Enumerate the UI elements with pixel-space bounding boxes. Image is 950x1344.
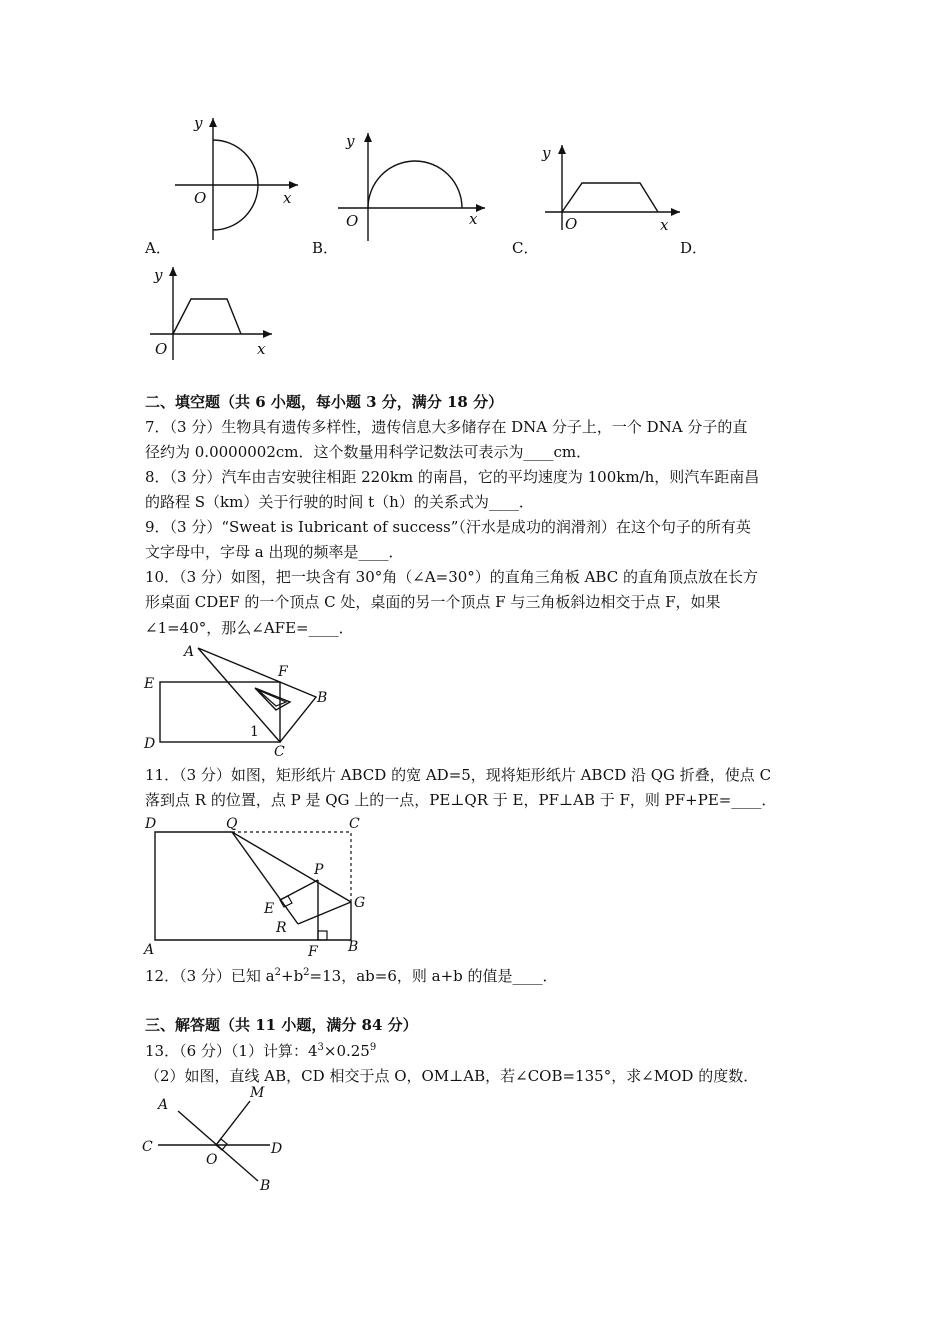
q11-label-c: C [349, 816, 360, 832]
q13-label-a: A [158, 1097, 169, 1113]
q11-label-b: B [348, 939, 359, 955]
q13-figure [140, 1085, 300, 1195]
q13-label-c: C [142, 1139, 153, 1155]
q13-label-m: M [250, 1085, 265, 1101]
q13-label-d: D [271, 1141, 283, 1157]
q12-mid: +b [281, 967, 304, 985]
q13-sup2: 9 [369, 1042, 377, 1053]
option-a-label: A． [145, 239, 171, 257]
q8-line1: 8．（3 分）汽车由吉安驶往相距 220km 的南昌，它的平均速度为 100km/h，则汽车距南昌 [145, 468, 760, 486]
q12-post: =13，ab=6，则 a+b 的值是____． [309, 967, 558, 985]
q11-label-r: R [276, 920, 287, 936]
q9-line1: 9．（3 分）“Sweat is Iubricant of success”（汗水是成功的润滑剂）在这个句子的所有英 [145, 518, 751, 536]
question-12 [145, 964, 558, 988]
q11-label-g: G [354, 895, 366, 911]
q11-label-a: A [144, 942, 155, 958]
graph-b-x: x [469, 210, 478, 228]
graph-d-y: y [154, 266, 163, 284]
q13-sup1: 3 [317, 1042, 324, 1053]
option-d-label: D． [680, 239, 708, 257]
section2-title: 二、填空题（共 6 小题，每小题 3 分，满分 18 分） [145, 393, 504, 411]
q8-line2: 的路程 S（km）关于行驶的时间 t（h）的关系式为____． [145, 493, 534, 511]
q10-line1: 10．（3 分）如图，把一块含有 30°角（∠A=30°）的直角三角板 ABC 的直角顶点放在长方 [145, 568, 758, 586]
graph-d-x: x [257, 340, 266, 358]
q10-label-c: C [274, 744, 285, 760]
q11-label-p: P [314, 862, 324, 878]
graph-b-y: y [346, 132, 355, 150]
q11-line1: 11．（3 分）如图，矩形纸片 ABCD 的宽 AD=5，现将矩形纸片 ABCD 沿 QG 折叠，使点 C [145, 766, 772, 784]
option-b-label: B． [312, 239, 339, 257]
q10-label-f: F [278, 664, 288, 680]
q12-sup1: 2 [274, 967, 281, 978]
q12-sup2: 2 [303, 967, 310, 978]
q11-line2: 落到点 R 的位置，点 P 是 QG 上的一点，PE⊥QR 于 E，PF⊥AB 于 F，则 PF+PE=____． [145, 791, 777, 809]
graph-c [540, 140, 690, 235]
q10-label-1: 1 [250, 724, 259, 740]
q10-line2: 形桌面 CDEF 的一个顶点 C 处，桌面的另一个顶点 F 与三角板斜边相交于点 F，如果 [145, 593, 721, 611]
q10-label-b: B [317, 690, 328, 706]
graph-a-x: x [283, 189, 292, 207]
q10-label-e: E [144, 676, 155, 692]
q13-pre: 13．（6 分）（1）计算：4 [145, 1042, 318, 1060]
option-c-label: C． [512, 239, 539, 257]
graph-b-o: O [346, 212, 359, 230]
q7-line1: 7．（3 分）生物具有遗传多样性，遗传信息大多储存在 DNA 分子上，一个 DNA 分子的直 [145, 418, 748, 436]
graph-a-o: O [194, 189, 207, 207]
q13-label-o: O [206, 1152, 218, 1168]
graph-d-o: O [155, 340, 168, 358]
q12-pre: 12．（3 分）已知 a [145, 967, 275, 985]
q11-label-e: E [264, 901, 275, 917]
q13-line2: （2）如图，直线 AB，CD 相交于点 O，OM⊥AB，若∠COB=135°，求∠MOD 的度数． [145, 1067, 759, 1085]
q7-line2: 径约为 0.0000002cm．这个数量用科学记数法可表示为____cm． [145, 443, 592, 461]
graph-a-y: y [194, 114, 203, 132]
section3-title: 三、解答题（共 11 小题，满分 84 分） [145, 1016, 418, 1034]
q11-label-d: D [145, 816, 157, 832]
q10-figure [140, 640, 340, 760]
q13-mid: ×0.25 [323, 1042, 370, 1060]
q11-label-q: Q [226, 816, 238, 832]
q11-figure [140, 812, 380, 960]
graph-a [170, 110, 305, 245]
graph-c-y: y [542, 144, 551, 162]
graph-b [338, 128, 488, 243]
q13-label-b: B [260, 1178, 271, 1194]
q10-label-d: D [144, 736, 156, 752]
graph-c-o: O [565, 215, 578, 233]
q9-line2: 文字母中，字母 a 出现的频率是____． [145, 543, 404, 561]
graph-d [145, 262, 275, 362]
q11-label-f: F [308, 944, 318, 960]
q10-line3: ∠1=40°，那么∠AFE=____． [145, 619, 354, 637]
q10-label-a: A [184, 644, 195, 660]
graph-c-x: x [660, 216, 669, 234]
q13-line1 [145, 1039, 376, 1063]
